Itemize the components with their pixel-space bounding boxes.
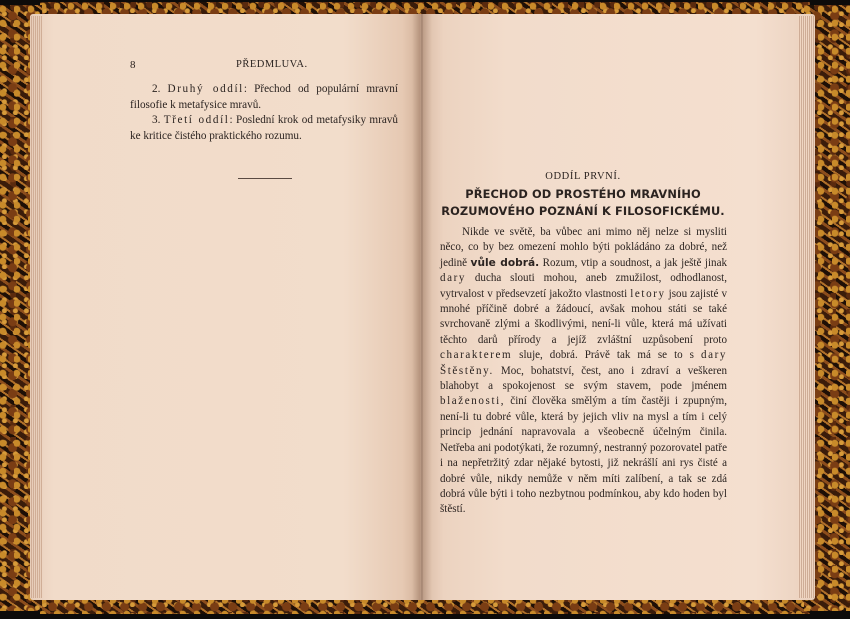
item-title: Třetí oddíl (163, 114, 230, 126)
item-number: 3. (152, 114, 161, 126)
body-text-run: činí člověka smělým a tím častěji i zpupným, není-li tu dobré vůle, která by jejich vliv na mysl a tím i celý princip jednání napravovala a všeobecně účelným činila. Netřeba ani podotýkati, že rozumný, nestranný pozorovatel patře i na nepřetržitý zdar nějaké bytosti, již nekrášlí ani rys čisté a dobré vůle, nikdy nemůže v něm míti zalíbení, a tak se zdá dobrá vůle býti i toho nezbytnou podmínkou, aby kdo hoden byl štěstí. (440, 395, 727, 516)
emphasis-spaced: dary Štěstěny. (440, 349, 727, 377)
body-text-run: ducha slouti mohou, aneb zmužilost, odhodlanost, vytrvalost v předsevzetí jakožto vlastnosti (440, 272, 727, 300)
body-text-run: Rozum, vtip a soudnost, a jak ještě jinak (539, 256, 727, 269)
body-text-run: jsou zajisté v mnohé příčině dobré a žádoucí, avšak mohou státi se také svrchovaně zlými a škodlivými, není-li vůle, která má užívati těchto darů přírody a jejíž zvláštní uzpůsobení proto (440, 287, 727, 346)
body-text-run: Moc, bohatství, čest, ano i zdraví a veškeren blahobyt a spokojenost se svým stavem, pode jménem (440, 364, 727, 393)
body-text-run: Nikde ve světě, ba vůbec ani mimo něj nelze si mysliti něco, co by bez omezení mohlo býti pokládáno za dobré, než jedině (440, 226, 727, 269)
item-text: : Přechod od populární mravní filosofie k metafysice mravů. (130, 83, 399, 111)
emphasis-spaced: letory (630, 287, 666, 300)
body-text-run: sluje, dobrá. Právě tak má se to s (512, 349, 701, 362)
emphasis-spaced: blaženosti, (440, 395, 506, 408)
right-page-stack-edge (798, 16, 814, 598)
running-head: PŘEDMLUVA. (236, 59, 308, 70)
contents-item-3 (130, 112, 398, 144)
body-paragraph (440, 225, 727, 518)
emphasis-spaced: charakterem (440, 349, 513, 362)
book-gutter (412, 14, 432, 600)
contents-item-2 (130, 81, 398, 113)
section-divider-rule (238, 178, 292, 179)
item-text: : Poslední krok od metafysiky mravů ke kritice čistého praktického rozumu. (130, 114, 398, 142)
chapter-title: PŘECHOD OD PROSTÉHO MRAVNÍHO ROZUMOVÉHO POZNÁNÍ K FILOSOFICKÉMU. (441, 187, 725, 218)
item-number: 2. (152, 83, 161, 95)
emphasis-bold: vůle dobrá. (470, 256, 540, 269)
section-label: ODDÍL PRVNÍ. (545, 171, 621, 182)
emphasis-spaced: dary (440, 272, 467, 285)
item-title: Druhý oddíl (167, 83, 244, 95)
page-number: 8 (130, 59, 136, 71)
left-page-stack-edge (30, 16, 42, 598)
